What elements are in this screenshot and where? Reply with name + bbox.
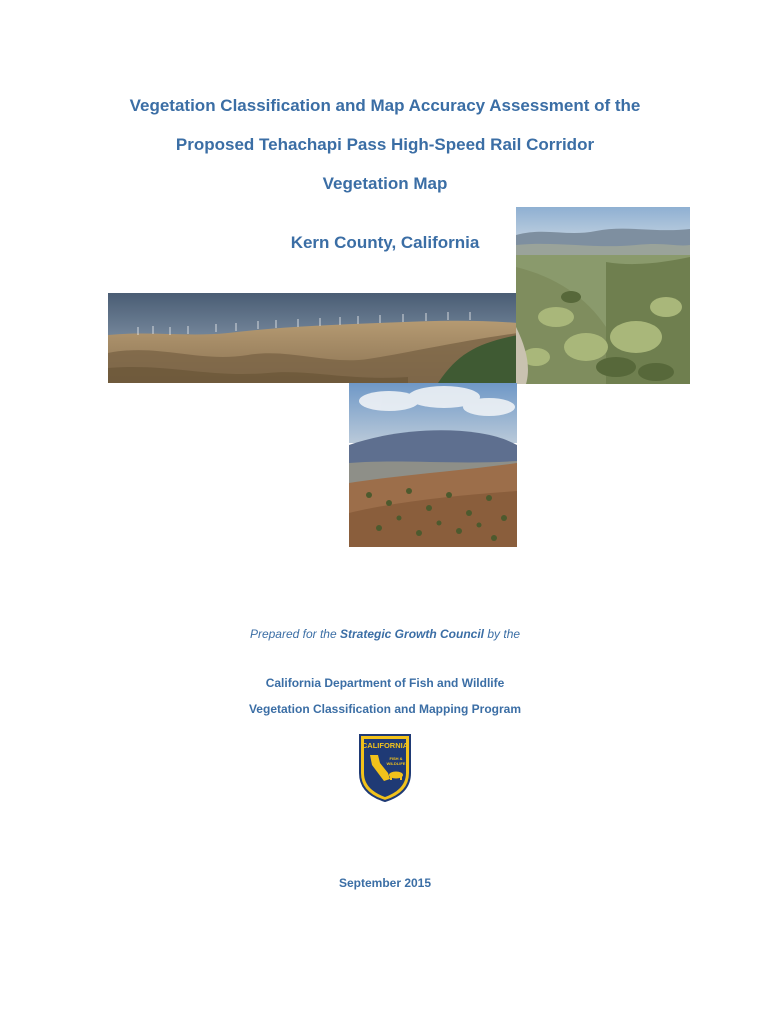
svg-text:FISH &: FISH &	[389, 756, 403, 761]
mountain-slope-photo	[349, 383, 517, 547]
svg-text:CALIFORNIA: CALIFORNIA	[361, 741, 409, 750]
prepared-suffix: by the	[484, 627, 521, 641]
prepared-prefix: Prepared for the	[249, 627, 340, 641]
windfarm-ridge-photo	[108, 293, 518, 383]
publication-date: September 2015	[338, 876, 432, 890]
cdfw-badge-logo	[358, 733, 412, 803]
valley-shrubland-photo	[516, 207, 690, 384]
prepared-for-line	[0, 627, 770, 641]
client-name: Strategic Growth Council	[340, 627, 485, 641]
department-name: California Department of Fish and Wildlife	[265, 676, 505, 690]
program-name: Vegetation Classification and Mapping Program	[248, 702, 522, 716]
title-line-1: Vegetation Classification and Map Accuracy Assessment of the	[129, 96, 641, 115]
title-line-3: Vegetation Map	[322, 174, 448, 193]
title-line-4: Kern County, California	[290, 233, 480, 252]
svg-text:WILDLIFE: WILDLIFE	[386, 761, 406, 766]
title-line-2: Proposed Tehachapi Pass High-Speed Rail Corridor	[175, 135, 595, 154]
